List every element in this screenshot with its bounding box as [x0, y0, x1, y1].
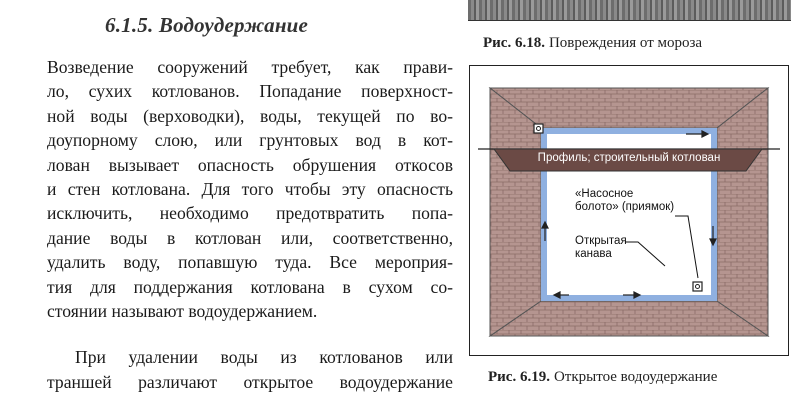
body-text: [47, 55, 453, 394]
section-heading: 6.1.5. Водоудержание: [105, 13, 309, 37]
body-line: доупорному слою, или грунтовых вод в кот-: [47, 130, 453, 151]
body-line: ло, сухих котлованов. Попадание поверхност-: [47, 81, 453, 102]
body-line: ной воды (верховодки), воды, текущей по во-: [47, 105, 453, 126]
figure-618-caption: [483, 35, 702, 52]
body-line: дание воды в котлован или, соответственно,: [47, 227, 453, 248]
body-line: лован вызывает опасность обрушения откосов: [47, 154, 453, 175]
body-line: Возведение сооружений требует, как прави-: [47, 57, 453, 77]
figure-619-title: Открытое водоудержание: [553, 369, 718, 385]
frost-damage-photo: [468, 0, 791, 21]
figure-618-title: Повреждения от мороза: [548, 35, 703, 51]
pump-sump: [693, 282, 702, 291]
corner-sump: [534, 124, 543, 133]
body-line: удалить воду, попавшую туда. Все мероприя-: [47, 252, 453, 273]
open-drainage-figure: [469, 65, 789, 356]
figure-619-caption: [488, 369, 717, 386]
body-line: траншей различают открытое водоудержание: [47, 371, 453, 392]
body-line: исключить, необходимо предотвратить попа-: [47, 203, 453, 224]
open-ditch-label: Открытая канава: [575, 235, 627, 260]
figure-619-number: Рис. 6.19.: [488, 369, 550, 385]
body-line: тия для поддержания котлована в сухом со-: [47, 276, 453, 297]
profile-label: Профиль; строительный котлован: [537, 152, 721, 164]
body-line: При удалении воды из котлованов или: [75, 347, 453, 368]
body-line: и стен котлована. Для того чтобы эту опасность: [47, 178, 453, 199]
slope-left: [490, 88, 541, 336]
body-line: стоянии называют водоудержанием.: [47, 300, 318, 321]
pump-sump-label: «Насосное болото» (приямок): [575, 188, 675, 213]
figure-618-number: Рис. 6.18.: [483, 35, 545, 51]
slope-right: [717, 88, 768, 336]
